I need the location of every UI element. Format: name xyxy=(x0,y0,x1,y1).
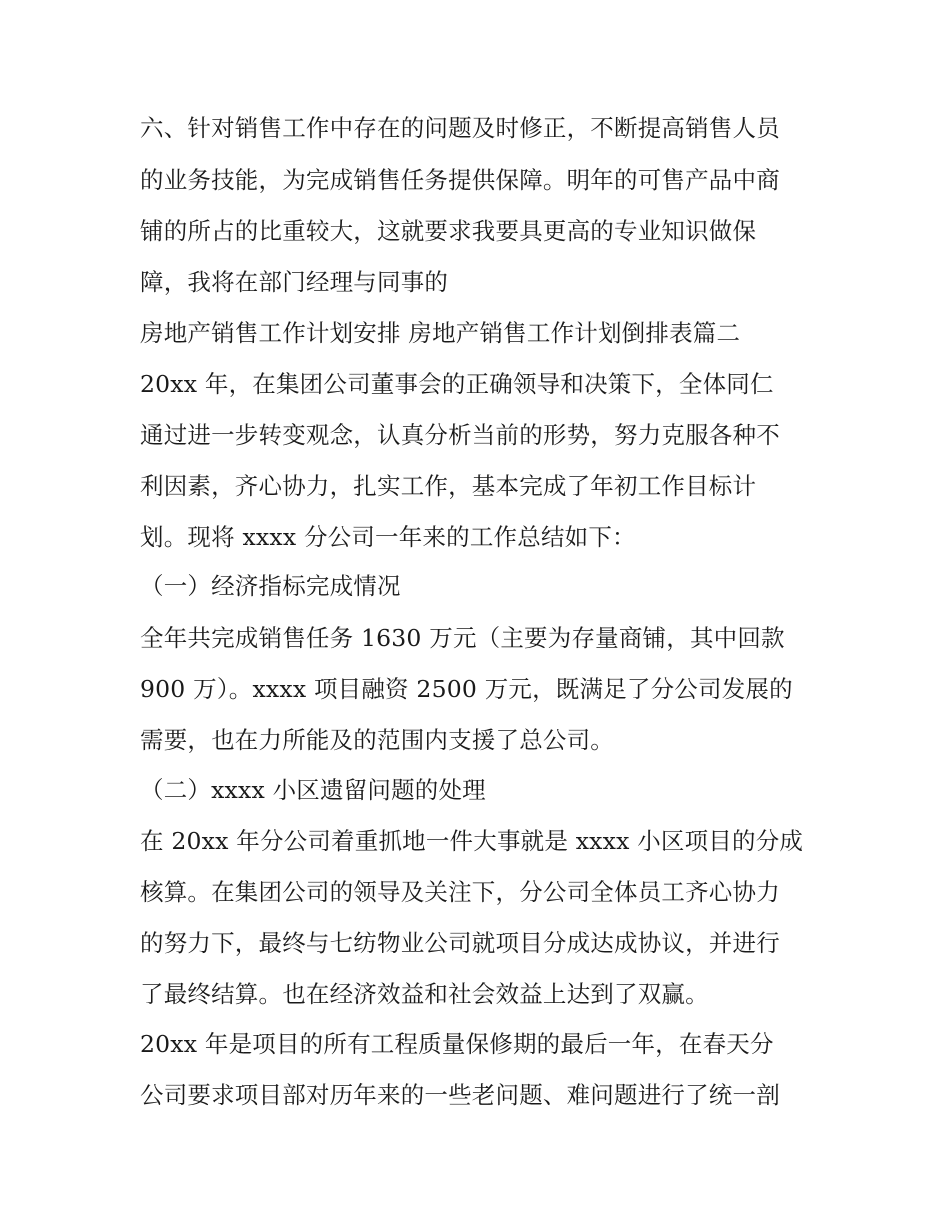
text-line: 20xx 年是项目的所有工程质量保修期的最后一年，在春天分 xyxy=(140,1030,774,1058)
text-line: 划。现将 xxxx 分公司一年来的工作总结如下： xyxy=(140,523,636,551)
text-line: 铺的所占的比重较大，这就要求我要具更高的专业知识做保 xyxy=(140,217,757,245)
text-line: 核算。在集团公司的领导及关注下，分公司全体员工齐心协力 xyxy=(140,878,780,906)
text-line: 六、针对销售工作中存在的问题及时修正，不断提高销售人员 xyxy=(140,114,780,142)
text-line: 的努力下，最终与七纺物业公司就项目分成达成协议，并进行 xyxy=(140,929,780,957)
subsection-heading: （二）xxxx 小区遗留问题的处理 xyxy=(140,776,486,804)
subsection-heading: （一）经济指标完成情况 xyxy=(140,572,401,600)
text-line: 在 20xx 年分公司着重抓地一件大事就是 xxxx 小区项目的分成 xyxy=(140,827,804,855)
text-line: 利因素，齐心协力，扎实工作，基本完成了年初工作目标计 xyxy=(140,472,757,500)
section-heading: 房地产销售工作计划安排 房地产销售工作计划倒排表篇二 xyxy=(140,319,741,347)
text-line: 需要，也在力所能及的范围内支援了总公司。 xyxy=(140,726,614,754)
text-line: 20xx 年，在集团公司董事会的正确领导和决策下，全体同仁 xyxy=(140,370,774,398)
text-line: 通过进一步转变观念，认真分析当前的形势，努力克服各种不 xyxy=(140,421,780,449)
text-line: 900 万）。xxxx 项目融资 2500 万元，既满足了分公司发展的 xyxy=(140,675,793,703)
text-line: 障，我将在部门经理与同事的 xyxy=(140,268,449,296)
text-line: 了最终结算。也在经济效益和社会效益上达到了双赢。 xyxy=(140,980,709,1008)
text-line: 公司要求项目部对历年来的一些老问题、难问题进行了统一剖 xyxy=(140,1081,780,1109)
text-line: 的业务技能，为完成销售任务提供保障。明年的可售产品中商 xyxy=(140,166,780,194)
text-line: 全年共完成销售任务 1630 万元（主要为存量商铺，其中回款 xyxy=(140,624,785,652)
